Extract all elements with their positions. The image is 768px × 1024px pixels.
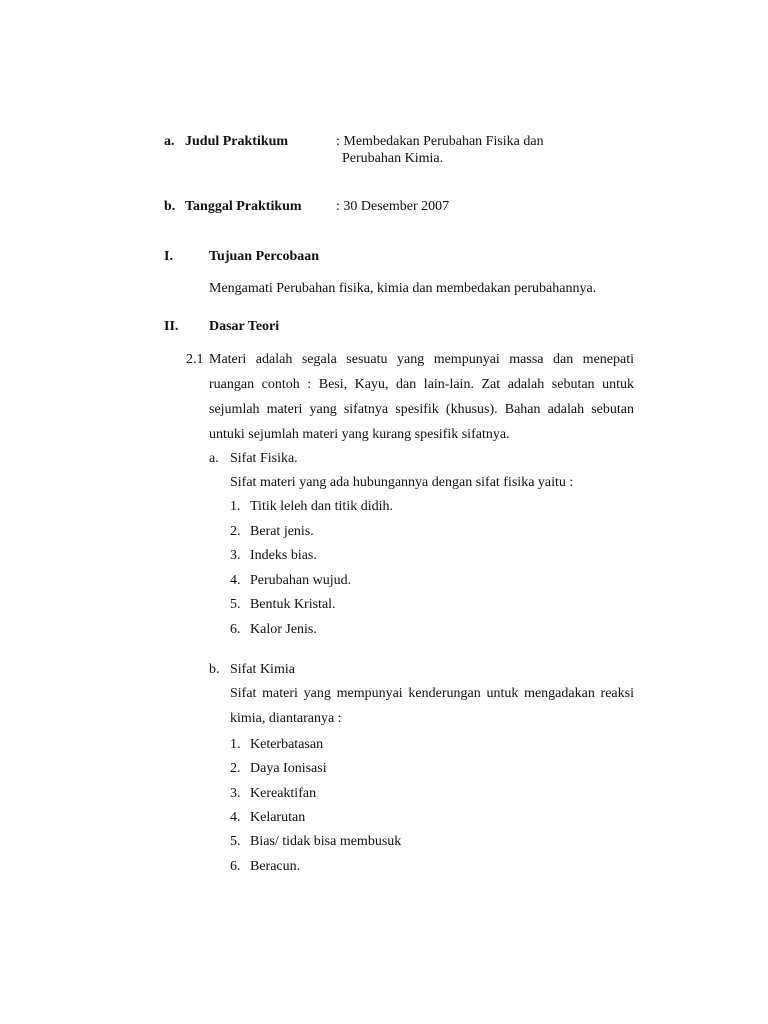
list-item: Kalor Jenis. [250, 622, 317, 637]
section2-numeral: II. [164, 319, 179, 334]
list-item-number: 3. [230, 785, 241, 801]
list-item-number: 1. [230, 499, 241, 514]
list-item: Keterbatasan [250, 737, 324, 752]
list-item-number: 4. [230, 572, 241, 588]
list-item-number: 4. [230, 809, 241, 825]
list-item-number: 6. [230, 622, 241, 637]
judul-label: Judul Praktikum [185, 134, 289, 149]
list-item: Beracun. [250, 858, 301, 874]
list-item: Kelarutan [250, 809, 306, 825]
list-item-number: 5. [230, 597, 241, 613]
list-item-number: 1. [230, 737, 241, 752]
list-item: Indeks bias. [250, 548, 317, 564]
kimia-title: Sifat Kimia [230, 662, 295, 677]
para-line: sejumlah materi yang sifatnya spesifik (khusus). Bahan adalah sebutan [209, 402, 634, 417]
fisika-intro: Sifat materi yang ada hubungannya dengan sifat fisika yaitu : [230, 475, 574, 490]
tanggal-label: Tanggal Praktikum [185, 199, 302, 214]
judul-marker: a. [164, 134, 175, 149]
tanggal-value: : 30 Desember 2007 [336, 199, 450, 214]
judul-value: : Membedakan Perubahan Fisika dan [336, 134, 544, 149]
kimia-intro: Sifat materi yang mempunyai kenderungan untuk mengadakan reaksi [230, 686, 634, 701]
para-number: 2.1 [186, 352, 204, 367]
para-line: untuki sejumlah materi yang kurang spesifik sifatnya. [209, 427, 510, 442]
kimia-marker: b. [209, 662, 220, 677]
list-item: Titik leleh dan titik didih. [250, 499, 393, 514]
list-item: Kereaktifan [250, 785, 317, 801]
list-item: Bias/ tidak bisa membusuk [250, 834, 402, 850]
list-item: Berat jenis. [250, 523, 314, 539]
list-item: Perubahan wujud. [250, 572, 352, 588]
list-item-number: 6. [230, 858, 241, 874]
list-item-number: 2. [230, 761, 241, 777]
section1-numeral: I. [164, 249, 173, 264]
section1-body: Mengamati Perubahan fisika, kimia dan membedakan perubahannya. [209, 281, 597, 296]
list-item: Bentuk Kristal. [250, 597, 336, 613]
list-item: Daya Ionisasi [250, 761, 327, 777]
para-line: ruangan contoh : Besi, Kayu, dan lain-lain. Zat adalah sebutan untuk [209, 377, 634, 392]
tanggal-marker: b. [164, 199, 176, 214]
judul-value-cont: Perubahan Kimia. [342, 151, 444, 166]
section1-title: Tujuan Percobaan [209, 249, 320, 264]
list-item-number: 5. [230, 834, 241, 850]
list-item-number: 3. [230, 548, 241, 564]
list-item-number: 2. [230, 523, 241, 539]
section2-title: Dasar Teori [209, 319, 280, 334]
para-line: Materi adalah segala sesuatu yang mempunyai massa dan menepati [209, 352, 634, 367]
fisika-marker: a. [209, 451, 219, 466]
kimia-intro-cont: kimia, diantaranya : [230, 711, 342, 726]
fisika-title: Sifat Fisika. [230, 451, 298, 466]
